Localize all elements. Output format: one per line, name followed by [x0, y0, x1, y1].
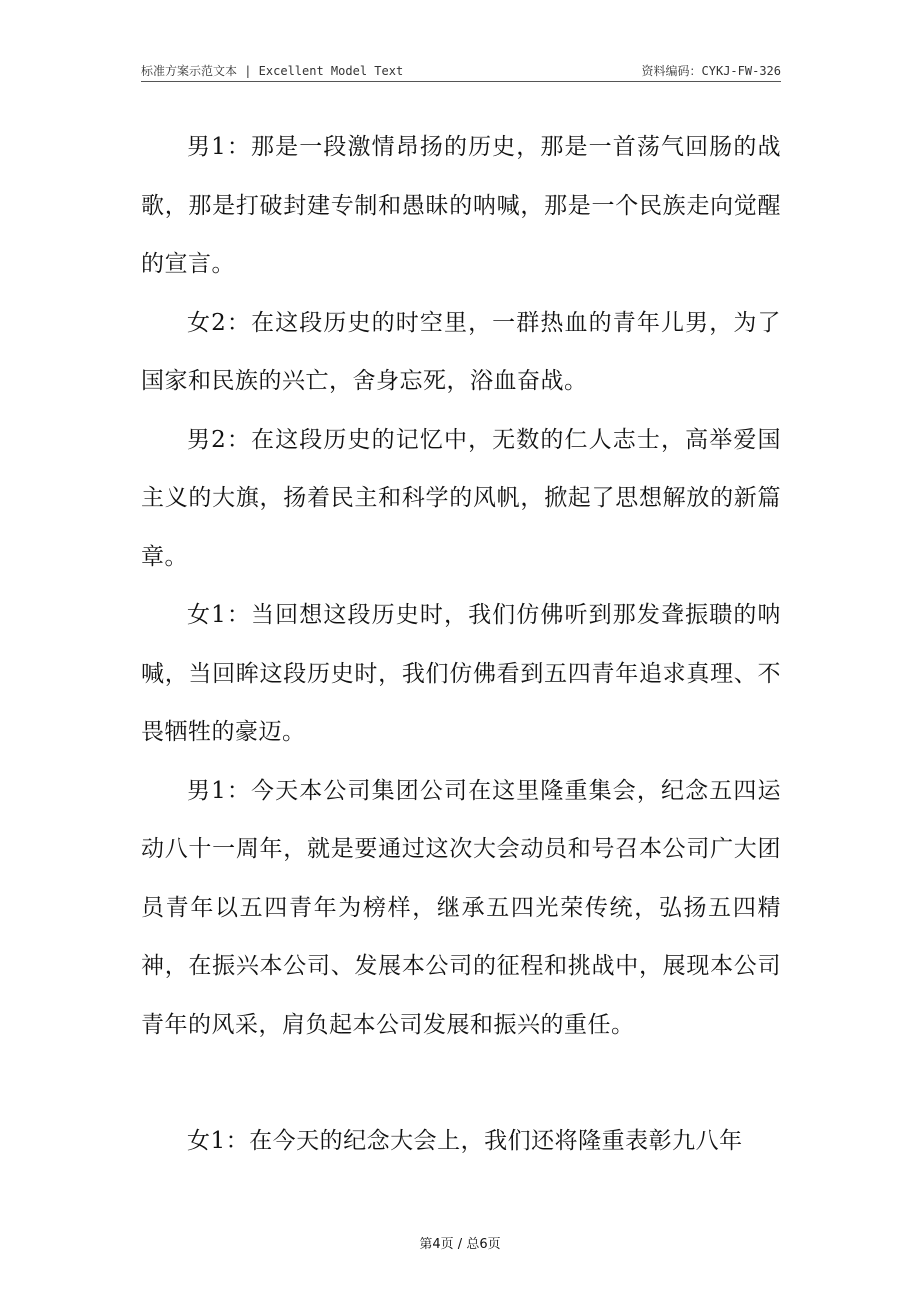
page-number: 第4页 / 总6页 — [419, 1237, 501, 1252]
paragraph: 男1：那是一段激情昂扬的历史，那是一首荡气回肠的战歌，那是打破封建专制和愚昧的呐喊，那是一个民族走向觉醒的宣言。 — [141, 134, 781, 277]
page-header — [141, 60, 781, 82]
paragraph: 女2：在这段历史的时空里，一群热血的青年儿男，为了国家和民族的兴亡，舍身忘死，浴血奋战。 — [141, 309, 781, 394]
document-code: 资料编码：CYKJ-FW-326 — [641, 64, 781, 78]
paragraph: 男2：在这段历史的记忆中，无数的仁人志士，高举爱国主义的大旗，扬着民主和科学的风帆，掀起了思想解放的新篇章。 — [141, 426, 781, 570]
paragraph: 女1：当回想这段历史时，我们仿佛听到那发聋振聩的呐喊，当回眸这段历史时，我们仿佛看到五四青年追求真理、不畏牺牲的豪迈。 — [141, 602, 781, 745]
header-divider — [141, 81, 781, 82]
paragraph: 女1：在今天的纪念大会上，我们还将隆重表彰九八年 — [187, 1128, 743, 1154]
document-body — [141, 118, 781, 1171]
paragraph: 男1：今天本公司集团公司在这里隆重集会，纪念五四运动八十一周年，就是要通过这次大会动员和号召本公司广大团员青年以五四青年为榜样，继承五四光荣传统，弘扬五四精神，在振兴本公司、发展本公司的征程和挑战中，展现本公司青年的风采，肩负起本公司发展和振兴的重任。 — [141, 777, 781, 1038]
paragraph-spacer — [141, 1054, 781, 1112]
header-title: 标准方案示范文本 | Excellent Model Text — [141, 64, 404, 78]
